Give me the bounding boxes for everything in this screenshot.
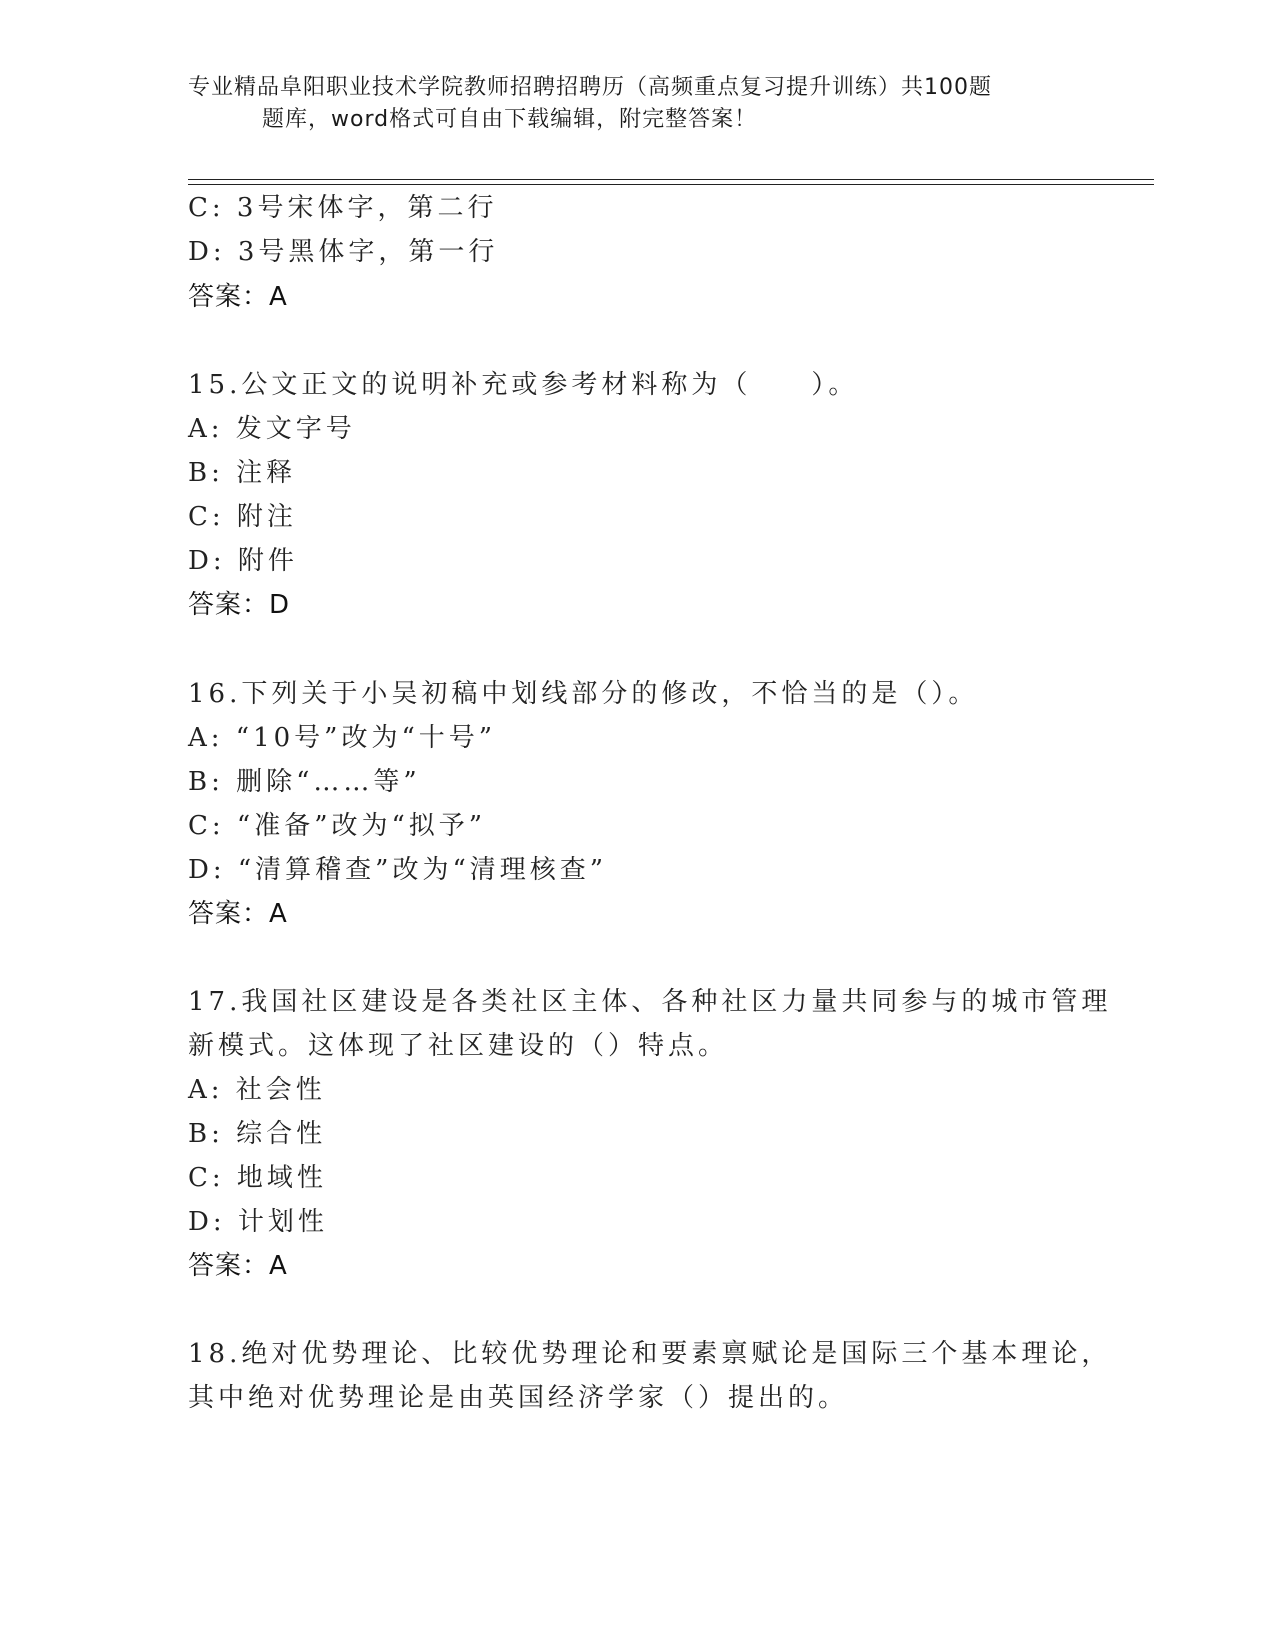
header-title-line1: 专业精品阜阳职业技术学院教师招聘招聘历（高频重点复习提升训练）共100题 xyxy=(188,75,992,100)
q17-stem-line2: 新模式。这体现了社区建设的（）特点。 xyxy=(188,1031,729,1061)
q16-stem: 16.下列关于小吴初稿中划线部分的修改，不恰当的是（）。 xyxy=(188,679,979,709)
q17-option-d: D: 计划性 xyxy=(188,1207,328,1237)
q16-option-c: C: “准备”改为“拟予” xyxy=(188,811,487,841)
q17-option-a: A: 社会性 xyxy=(188,1075,326,1105)
q17-option-b: B: 综合性 xyxy=(188,1119,327,1149)
q15-option-c: C: 附注 xyxy=(188,502,297,532)
q16-answer: 答案：A xyxy=(188,899,288,929)
q14-answer: 答案：A xyxy=(188,282,288,312)
q14-option-c: C: 3号宋体字，第二行 xyxy=(188,193,498,223)
header-divider-bottom xyxy=(188,184,1154,185)
q18-stem-line1: 18.绝对优势理论、比较优势理论和要素禀赋论是国际三个基本理论， xyxy=(188,1339,1112,1369)
document-header xyxy=(188,72,1068,136)
header-divider-top xyxy=(188,179,1154,180)
q17-answer: 答案：A xyxy=(188,1251,288,1281)
q15-option-b: B: 注释 xyxy=(188,458,297,488)
q15-option-d: D: 附件 xyxy=(188,546,298,576)
q15-stem: 15.公文正文的说明补充或参考材料称为（ ）。 xyxy=(188,370,859,400)
q17-option-c: C: 地域性 xyxy=(188,1163,327,1193)
q16-option-b: B: 删除“……等” xyxy=(188,767,421,797)
q15-answer: 答案：D xyxy=(188,590,291,620)
q17-stem-line1: 17.我国社区建设是各类社区主体、各种社区力量共同参与的城市管理 xyxy=(188,987,1112,1017)
header-title-line2: 题库，word格式可自由下载编辑，附完整答案！ xyxy=(262,107,758,132)
q15-option-a: A: 发文字号 xyxy=(188,414,356,444)
q16-option-d: D: “清算稽查”改为“清理核查” xyxy=(188,855,608,885)
q18-stem-line2: 其中绝对优势理论是由英国经济学家（）提出的。 xyxy=(188,1383,849,1413)
q16-option-a: A: “10号”改为“十号” xyxy=(188,723,497,753)
q14-option-d: D: 3号黑体字，第一行 xyxy=(188,237,499,267)
